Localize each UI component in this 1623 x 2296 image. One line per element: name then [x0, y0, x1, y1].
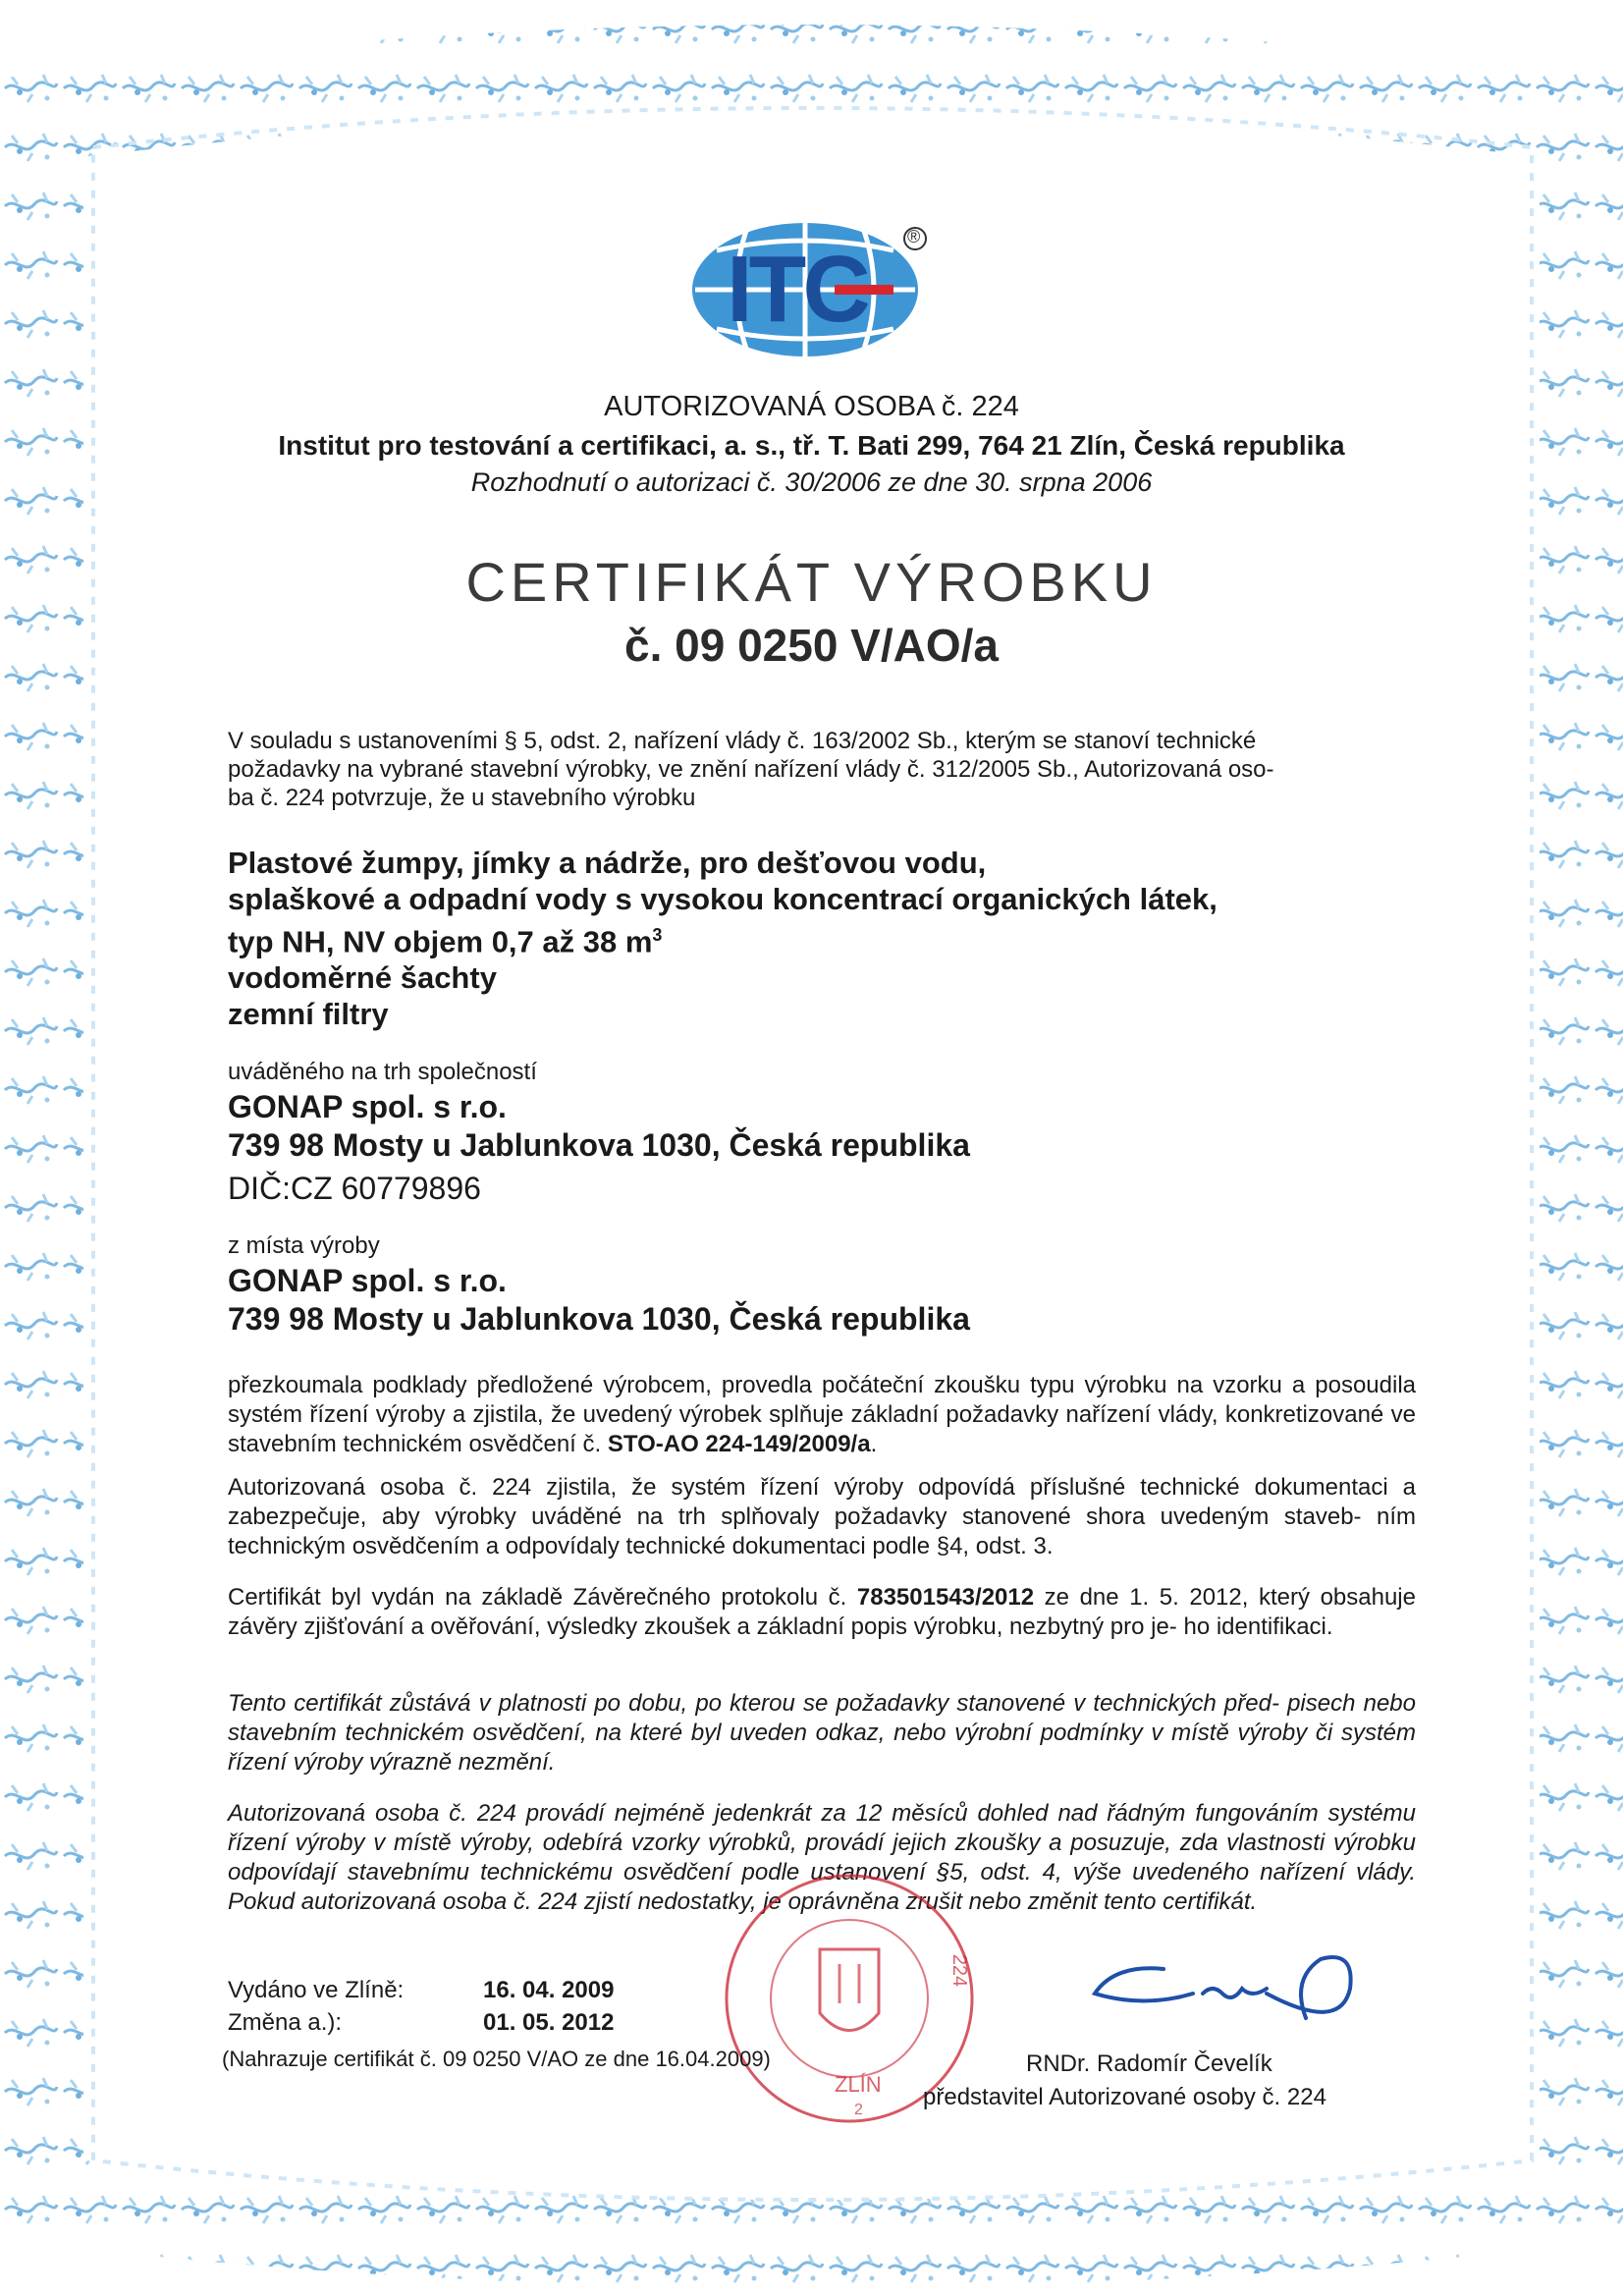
signatory-name: RNDr. Radomír Čevelík	[1026, 2050, 1272, 2077]
paragraph-review	[228, 1371, 1416, 1459]
change-label: Změna a.):	[228, 2009, 343, 2036]
institute-line: Institut pro testování a certifikaci, a. s., tř. T. Bati 299, 764 21 Zlín, Česká republika	[278, 430, 1345, 461]
issue-block	[228, 1974, 614, 2039]
signatory-role: představitel Autorizované osoby č. 224	[923, 2084, 1326, 2110]
issue-row	[228, 2006, 614, 2039]
paragraph-text: Certifikát byl vydán na základě Závěrečného protokolu č.	[228, 1584, 847, 1611]
intro-line: ba č. 224 potvrzuje, že u stavebního výrobku	[228, 785, 696, 811]
company-address: 739 98 Mosty u Jablunkova 1030, Česká republika	[228, 1301, 970, 1337]
replaces-note: (Nahrazuje certifikát č. 09 0250 V/AO ze dne 16.04.2009)	[222, 2047, 771, 2071]
issued-label: Vydáno ve Zlíně:	[228, 1977, 405, 2003]
stamp-sub-number: 2	[854, 2102, 863, 2118]
itc-logo	[687, 211, 943, 378]
certificate-number: č. 09 0250 V/AO/a	[623, 620, 1000, 671]
issued-date: 16. 04. 2009	[483, 1977, 615, 2003]
stamp-number: 224	[948, 1953, 971, 1988]
product-line	[228, 917, 1217, 959]
tax-id: DIČ:CZ 60779896	[228, 1171, 481, 1206]
intro-text	[228, 727, 1414, 812]
page-title: CERTIFIKÁT VÝROBKU	[465, 551, 1158, 613]
logo-letters: ITC	[727, 237, 867, 342]
technical-certificate-ref: STO-AO 224-149/2009/a	[607, 1431, 871, 1457]
market-company	[228, 1088, 970, 1165]
company-name: GONAP spol. s r.o.	[228, 1263, 507, 1298]
paragraph-text: .	[870, 1431, 878, 1457]
change-date: 01. 05. 2012	[483, 2009, 615, 2036]
product-line: vodoměrné šachty	[228, 960, 497, 996]
product-volume: typ NH, NV objem 0,7 až 38 m	[228, 924, 653, 959]
registered-mark: ®	[907, 227, 921, 246]
product-line: Plastové žumpy, jímky a nádrže, pro dešťovou vodu,	[228, 846, 987, 880]
intro-line: požadavky na vybrané stavební výrobky, ve znění nařízení vlády č. 312/2005 Sb., Autorizovaná oso-	[228, 756, 1274, 783]
market-label: uváděného na trh společností	[228, 1059, 537, 1085]
production-label: z místa výroby	[228, 1232, 380, 1259]
authority-heading: AUTORIZOVANÁ OSOBA č. 224	[604, 391, 1019, 422]
product-line: splaškové a odpadní vody s vysokou koncentrací organických látek,	[228, 882, 1217, 916]
issue-row	[228, 1974, 614, 2006]
authorization-decision: Rozhodnutí o autorizaci č. 30/2006 ze dne 30. srpna 2006	[470, 467, 1153, 497]
paragraph-text: přezkoumala podklady předložené výrobcem, provedla počáteční zkoušku typu výrobku na vzorku a posoudila systém řízení výroby a zjistila, že uvedený výrobek splňuje základní požadavky nařízení vlády, konkretizované ve stavebním technickém osvědčení č.	[228, 1372, 1416, 1457]
product-line: zemní filtry	[228, 997, 389, 1032]
company-name: GONAP spol. s r.o.	[228, 1089, 507, 1124]
paragraph-production-control: Autorizovaná osoba č. 224 zjistila, že systém řízení výroby odpovídá příslušné technické dokumentaci a zabezpečuje, aby výrobky uváděné na trh splňovaly požadavky stanovené shora uvedeným staveb- ním technickým osvědčením a odpovídaly technické dokumentaci podle §4, odst. 3.	[228, 1474, 1416, 1559]
paragraph-validity: Tento certifikát zůstává v platnosti po dobu, po kterou se požadavky stanovené v technických před- pisech nebo stavebním technickém osvědčení, na které byl uveden odkaz, nebo výrobní podmínky v místě výroby či systém řízení výroby výrazně nezmění.	[228, 1690, 1416, 1776]
company-address: 739 98 Mosty u Jablunkova 1030, Česká republika	[228, 1127, 970, 1163]
stamp-city: ZLÍN	[835, 2072, 882, 2097]
paragraph-protocol	[228, 1583, 1416, 1642]
signature	[1055, 1940, 1380, 2052]
paragraph-surveillance: Autorizovaná osoba č. 224 provádí nejméně jedenkrát za 12 měsíců dohled nad řádným fungováním systému řízení výroby v místě výroby, odebírá vzorky výrobků, provádí jejich zkoušky a posuzuje, zda vlastnosti výrobku odpovídají stavebnímu technickému osvědčení podle ustanovení §5, odst. 4, výše uvedeného nařízení vlády. Pokud autorizovaná osoba č. 224 zjistí nedostatky, je oprávněna zrušit nebo změnit tento certifikát.	[228, 1800, 1416, 1915]
intro-line: V souladu s ustanoveními § 5, odst. 2, nařízení vlády č. 163/2002 Sb., kterým se stanoví technické	[228, 728, 1257, 754]
superscript: 3	[652, 925, 663, 945]
protocol-number: 783501543/2012	[856, 1584, 1035, 1611]
paragraph-text: ze dne 1. 5. 2012, který obsahuje závěry zjišťování a ověřování, výsledky zkoušek a základní popis výrobku, nezbytný pro je- ho identifikaci.	[228, 1584, 1416, 1640]
production-company	[228, 1262, 970, 1339]
product-description	[228, 845, 1217, 1032]
